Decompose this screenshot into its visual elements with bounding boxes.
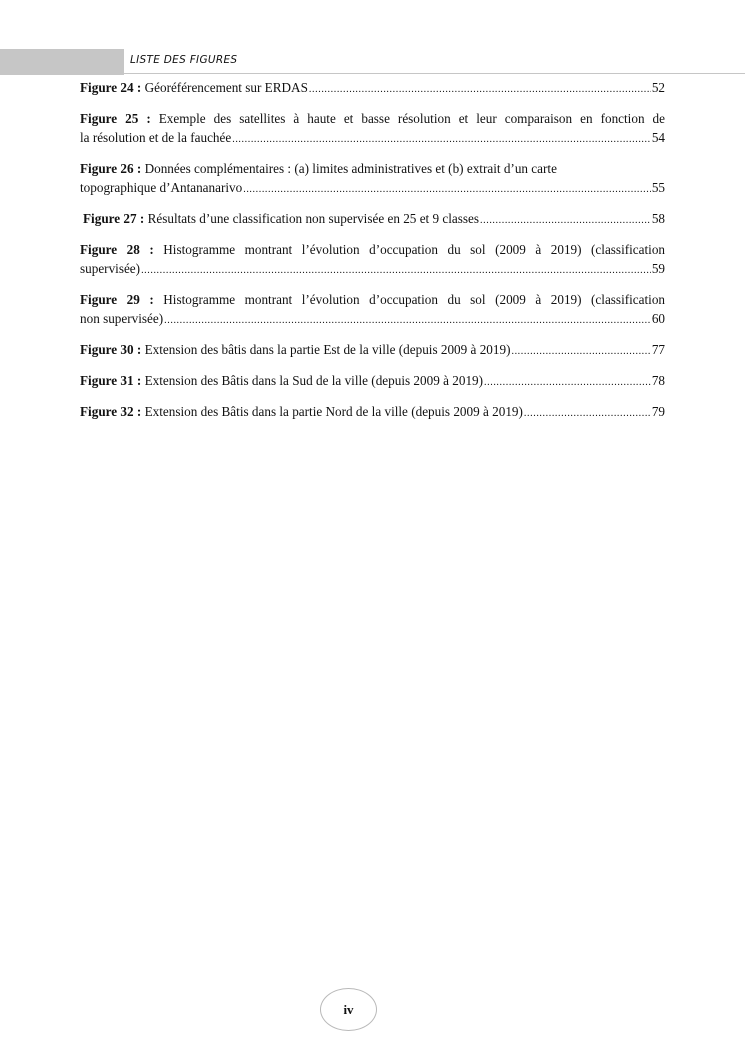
page-number: 59 — [651, 261, 665, 276]
toc-entry-line — [80, 340, 665, 361]
page-number: 58 — [651, 211, 665, 226]
figure-caption-continued: non supervisée) — [80, 311, 164, 326]
figure-caption-continued: topographique d’Antananarivo — [80, 180, 243, 195]
figure-label: Figure 28 : — [80, 242, 154, 257]
toc-entry-text — [80, 371, 483, 390]
figure-label: Figure 29 : — [80, 292, 154, 307]
toc-entry-figure-26[interactable] — [80, 159, 665, 199]
toc-entry-line — [83, 209, 665, 230]
toc-entry-text — [83, 209, 479, 228]
header-rule — [124, 73, 745, 74]
dot-leader — [243, 180, 651, 199]
page-number: 52 — [651, 80, 665, 95]
running-header-title: LISTE DES FIGURES — [130, 54, 238, 66]
toc-entry-figure-28[interactable] — [80, 240, 665, 280]
figure-label: Figure 25 : — [80, 111, 151, 126]
figure-label: Figure 27 : — [83, 211, 145, 226]
page-number: 55 — [651, 180, 665, 195]
toc-entry-line — [80, 78, 665, 99]
dot-leader — [480, 211, 651, 230]
figure-caption-continued: supervisée) — [80, 261, 141, 276]
toc-entry-figure-30[interactable] — [80, 340, 665, 361]
toc-entry-text — [80, 402, 523, 421]
page-number-badge — [320, 988, 377, 1031]
toc-entry-figure-24[interactable] — [80, 78, 665, 99]
figure-label: Figure 32 : — [80, 404, 142, 419]
toc-entry-figure-32[interactable] — [80, 402, 665, 423]
page-number: 60 — [651, 311, 665, 326]
toc-entry-line — [80, 159, 665, 178]
toc-entry-line — [80, 309, 665, 330]
dot-leader — [524, 404, 651, 423]
toc-entry-line — [80, 109, 665, 128]
figure-label: Figure 30 : — [80, 342, 142, 357]
page-number: 79 — [651, 404, 665, 419]
toc-entry-line — [80, 128, 665, 149]
figure-label: Figure 24 : — [80, 80, 142, 95]
header-shade-block — [0, 49, 124, 75]
figure-caption-continued: la résolution et de la fauchée — [80, 130, 232, 145]
figure-caption: Géoréférencement sur ERDAS — [144, 80, 308, 95]
toc-entry-line — [80, 240, 665, 259]
figure-caption: Histogramme montrant l’évolution d’occupation du sol (2009 à 2019) (classification — [163, 242, 666, 257]
figure-caption: Histogramme montrant l’évolution d’occupation du sol (2009 à 2019) (classification — [163, 292, 666, 307]
figure-caption: Extension des Bâtis dans la Sud de la ville (depuis 2009 à 2019) — [144, 373, 484, 388]
dot-leader — [511, 342, 650, 361]
figure-caption: Exemple des satellites à haute et basse résolution et leur comparaison en fonction de — [158, 111, 665, 126]
toc-entry-line — [80, 402, 665, 423]
page-number: 78 — [651, 373, 665, 388]
figure-label: Figure 31 : — [80, 373, 142, 388]
toc-entry-figure-27[interactable] — [80, 209, 665, 230]
figure-label: Figure 26 : — [80, 161, 142, 176]
dot-leader — [309, 80, 651, 99]
toc-entry-figure-29[interactable] — [80, 290, 665, 330]
page-number: 77 — [651, 342, 665, 357]
toc-entry-figure-31[interactable] — [80, 371, 665, 392]
dot-leader — [141, 261, 651, 280]
figure-caption: Données complémentaires : (a) limites administratives et (b) extrait d’un carte — [144, 161, 557, 176]
toc-entry-line — [80, 259, 665, 280]
toc-entry-figure-25[interactable] — [80, 109, 665, 149]
toc-entry-line — [80, 371, 665, 392]
dot-leader — [232, 130, 651, 149]
page-number: 54 — [651, 130, 665, 145]
footer-page-number: iv — [343, 1001, 354, 1017]
dot-leader — [484, 373, 651, 392]
figure-caption: Extension des Bâtis dans la partie Nord de la ville (depuis 2009 à 2019) — [144, 404, 523, 419]
figure-caption: Extension des bâtis dans la partie Est de la ville (depuis 2009 à 2019) — [144, 342, 511, 357]
toc-entry-text — [80, 78, 308, 97]
figure-caption: Résultats d’une classification non supervisée en 25 et 9 classes — [147, 211, 480, 226]
dot-leader — [164, 311, 651, 330]
toc-entry-text — [80, 340, 510, 359]
toc-entry-line — [80, 290, 665, 309]
figure-list — [80, 78, 665, 433]
toc-entry-line — [80, 178, 665, 199]
